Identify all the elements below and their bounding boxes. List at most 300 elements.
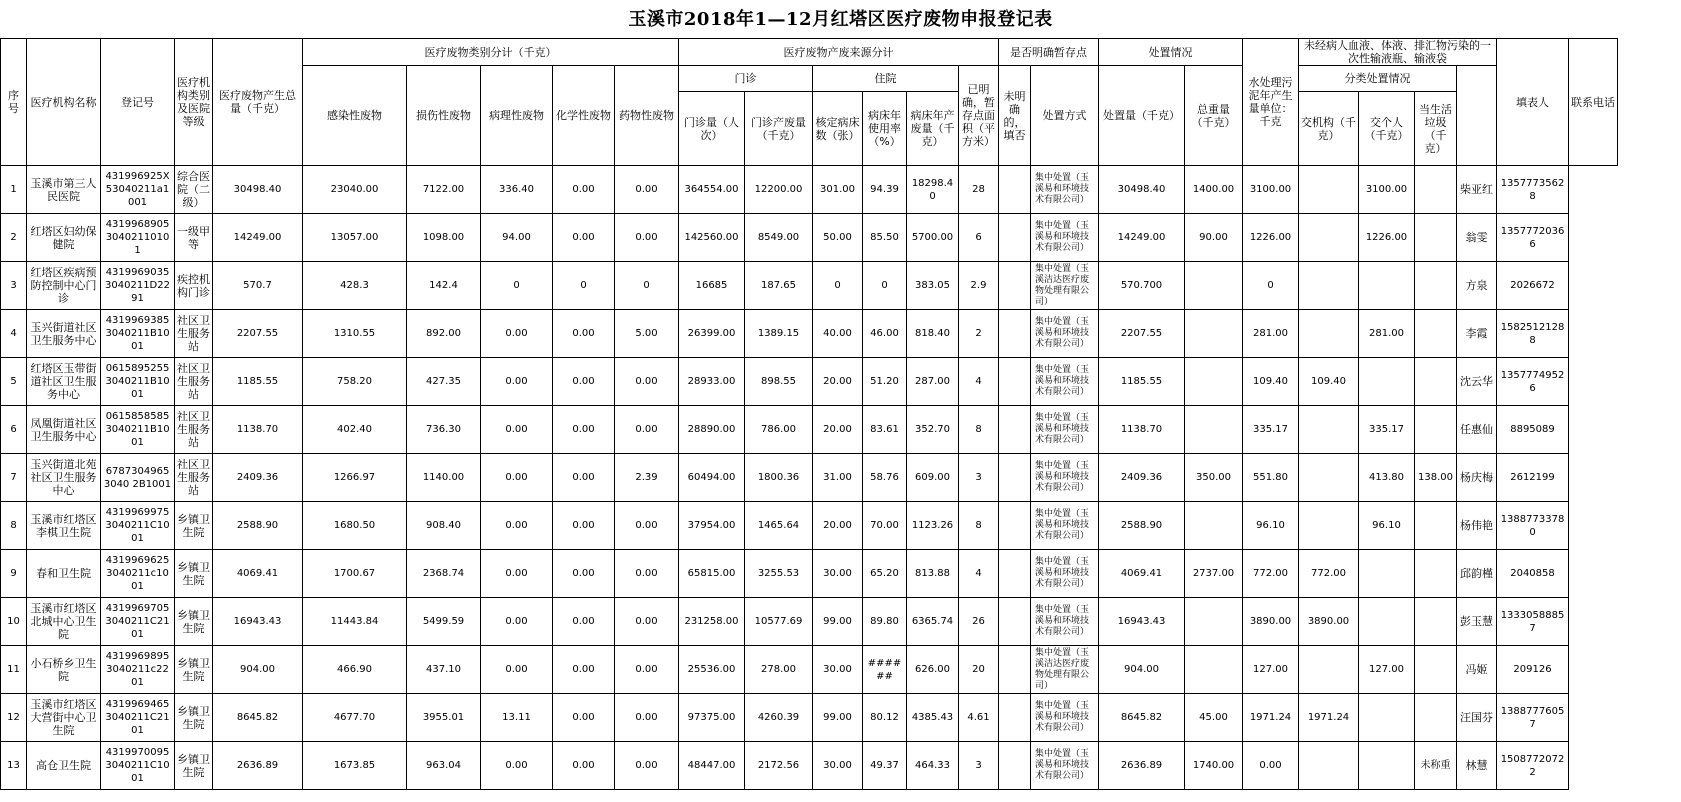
cell-op-waste[interactable]: 786.00 (745, 406, 813, 454)
cell-name[interactable]: 红塔区疾病预防控制中心门诊 (27, 262, 101, 310)
cell-phone[interactable]: 15087720722 (1497, 742, 1569, 790)
cell-storage-yes[interactable]: 6 (959, 214, 999, 262)
cell-patho[interactable]: 13.11 (481, 694, 553, 742)
cell-op-visits[interactable]: 364554.00 (679, 166, 745, 214)
cell-water[interactable] (1185, 310, 1243, 358)
cell-bed-waste[interactable]: 626.00 (907, 646, 959, 694)
cell-type[interactable]: 乡镇卫生院 (175, 550, 213, 598)
cell-storage-no[interactable] (999, 742, 1031, 790)
cell-bed-waste[interactable]: 287.00 (907, 358, 959, 406)
cell-patho[interactable]: 0.00 (481, 310, 553, 358)
cell-chem[interactable]: 0.00 (553, 310, 615, 358)
cell-patho[interactable]: 0.00 (481, 646, 553, 694)
cell-seq[interactable]: 9 (1, 550, 27, 598)
cell-beds[interactable]: 301.00 (813, 166, 863, 214)
cell-filler[interactable]: 李霞 (1457, 310, 1497, 358)
cell-as-garbage[interactable] (1415, 646, 1457, 694)
cell-method[interactable]: 集中处置（玉溪易和环境技术有限公司） (1031, 214, 1099, 262)
cell-seq[interactable]: 12 (1, 694, 27, 742)
cell-patho[interactable]: 0.00 (481, 454, 553, 502)
cell-chem[interactable]: 0.00 (553, 358, 615, 406)
cell-storage-yes[interactable]: 4 (959, 358, 999, 406)
cell-blood-total[interactable]: 3890.00 (1243, 598, 1299, 646)
cell-storage-yes[interactable]: 8 (959, 502, 999, 550)
cell-op-visits[interactable]: 97375.00 (679, 694, 745, 742)
cell-to-org[interactable]: 1971.24 (1299, 694, 1359, 742)
cell-amount[interactable]: 8645.82 (1099, 694, 1185, 742)
cell-op-waste[interactable]: 10577.69 (745, 598, 813, 646)
cell-drug[interactable]: 0 (615, 262, 679, 310)
cell-water[interactable]: 350.00 (1185, 454, 1243, 502)
cell-infect[interactable]: 758.20 (303, 358, 407, 406)
cell-chem[interactable]: 0.00 (553, 742, 615, 790)
cell-chem[interactable]: 0.00 (553, 214, 615, 262)
cell-storage-no[interactable] (999, 406, 1031, 454)
cell-usage[interactable]: 58.76 (863, 454, 907, 502)
cell-name[interactable]: 玉溪市第三人民医院 (27, 166, 101, 214)
cell-reg[interactable]: 431996890530402110101 (101, 214, 175, 262)
cell-bed-waste[interactable]: 818.40 (907, 310, 959, 358)
cell-method[interactable]: 集中处置（玉溪易和环境技术有限公司） (1031, 598, 1099, 646)
cell-to-org[interactable] (1299, 742, 1359, 790)
cell-name[interactable]: 玉兴街道北苑社区卫生服务中心 (27, 454, 101, 502)
cell-seq[interactable]: 4 (1, 310, 27, 358)
cell-as-garbage[interactable] (1415, 502, 1457, 550)
cell-storage-yes[interactable]: 2 (959, 310, 999, 358)
cell-patho[interactable]: 0.00 (481, 502, 553, 550)
cell-usage[interactable]: ###### (863, 646, 907, 694)
cell-water[interactable]: 90.00 (1185, 214, 1243, 262)
cell-filler[interactable]: 任惠仙 (1457, 406, 1497, 454)
cell-method[interactable]: 集中处置（玉溪易和环境技术有限公司） (1031, 502, 1099, 550)
cell-filler[interactable]: 邱韵槿 (1457, 550, 1497, 598)
cell-beds[interactable]: 30.00 (813, 742, 863, 790)
cell-total[interactable]: 1138.70 (213, 406, 303, 454)
cell-filler[interactable]: 冯姬 (1457, 646, 1497, 694)
cell-storage-yes[interactable]: 3 (959, 742, 999, 790)
cell-total[interactable]: 570.7 (213, 262, 303, 310)
cell-drug[interactable]: 0.00 (615, 214, 679, 262)
cell-phone[interactable]: 13577720366 (1497, 214, 1569, 262)
cell-filler[interactable]: 汪国芬 (1457, 694, 1497, 742)
cell-phone[interactable]: 2026672 (1497, 262, 1569, 310)
cell-to-org[interactable] (1299, 502, 1359, 550)
cell-usage[interactable]: 80.12 (863, 694, 907, 742)
cell-patho[interactable]: 0.00 (481, 598, 553, 646)
cell-usage[interactable]: 89.80 (863, 598, 907, 646)
cell-name[interactable]: 小石桥乡卫生院 (27, 646, 101, 694)
cell-drug[interactable]: 0.00 (615, 694, 679, 742)
cell-name[interactable]: 玉溪市红塔区北城中心卫生院 (27, 598, 101, 646)
cell-reg[interactable]: 06158585853040211B1001 (101, 406, 175, 454)
cell-seq[interactable]: 8 (1, 502, 27, 550)
cell-blood-total[interactable]: 281.00 (1243, 310, 1299, 358)
cell-storage-yes[interactable]: 20 (959, 646, 999, 694)
cell-as-garbage[interactable] (1415, 550, 1457, 598)
cell-op-waste[interactable]: 2172.56 (745, 742, 813, 790)
cell-chem[interactable]: 0.00 (553, 694, 615, 742)
cell-reg[interactable]: 06158952553040211B1001 (101, 358, 175, 406)
cell-type[interactable]: 社区卫生服务站 (175, 454, 213, 502)
cell-storage-yes[interactable]: 28 (959, 166, 999, 214)
cell-blood-total[interactable]: 96.10 (1243, 502, 1299, 550)
cell-op-visits[interactable]: 16685 (679, 262, 745, 310)
cell-filler[interactable]: 林慧 (1457, 742, 1497, 790)
cell-method[interactable]: 集中处置（玉溪易和环境技术有限公司） (1031, 406, 1099, 454)
cell-damage[interactable]: 736.30 (407, 406, 481, 454)
cell-drug[interactable]: 2.39 (615, 454, 679, 502)
cell-seq[interactable]: 2 (1, 214, 27, 262)
cell-storage-no[interactable] (999, 358, 1031, 406)
cell-blood-total[interactable]: 0.00 (1243, 742, 1299, 790)
cell-name[interactable]: 玉溪市红塔区大营街中心卫生院 (27, 694, 101, 742)
cell-infect[interactable]: 13057.00 (303, 214, 407, 262)
cell-filler[interactable]: 沈云华 (1457, 358, 1497, 406)
cell-usage[interactable]: 65.20 (863, 550, 907, 598)
cell-water[interactable] (1185, 646, 1243, 694)
cell-infect[interactable]: 1673.85 (303, 742, 407, 790)
cell-amount[interactable]: 30498.40 (1099, 166, 1185, 214)
cell-seq[interactable]: 1 (1, 166, 27, 214)
cell-op-visits[interactable]: 25536.00 (679, 646, 745, 694)
cell-to-org[interactable] (1299, 310, 1359, 358)
cell-as-garbage[interactable] (1415, 598, 1457, 646)
cell-seq[interactable]: 6 (1, 406, 27, 454)
cell-reg[interactable]: 67873049653040 2B1001 (101, 454, 175, 502)
cell-storage-no[interactable] (999, 550, 1031, 598)
cell-chem[interactable]: 0.00 (553, 166, 615, 214)
cell-water[interactable]: 45.00 (1185, 694, 1243, 742)
cell-amount[interactable]: 4069.41 (1099, 550, 1185, 598)
cell-blood-total[interactable]: 109.40 (1243, 358, 1299, 406)
cell-damage[interactable]: 3955.01 (407, 694, 481, 742)
cell-op-waste[interactable]: 1465.64 (745, 502, 813, 550)
cell-type[interactable]: 社区卫生服务站 (175, 406, 213, 454)
cell-water[interactable] (1185, 358, 1243, 406)
cell-type[interactable]: 一级甲等 (175, 214, 213, 262)
cell-to-org[interactable]: 772.00 (1299, 550, 1359, 598)
cell-patho[interactable]: 0.00 (481, 358, 553, 406)
cell-filler[interactable]: 柴亚红 (1457, 166, 1497, 214)
cell-to-person[interactable] (1359, 550, 1415, 598)
cell-to-person[interactable]: 96.10 (1359, 502, 1415, 550)
cell-method[interactable]: 集中处置（玉溪易和环境技术有限公司） (1031, 166, 1099, 214)
cell-storage-no[interactable] (999, 166, 1031, 214)
cell-beds[interactable]: 31.00 (813, 454, 863, 502)
cell-usage[interactable]: 85.50 (863, 214, 907, 262)
cell-phone[interactable]: 13577749526 (1497, 358, 1569, 406)
cell-method[interactable]: 集中处置（玉溪洁达医疗废物处理有限公司） (1031, 646, 1099, 694)
cell-damage[interactable]: 1098.00 (407, 214, 481, 262)
cell-op-waste[interactable]: 1800.36 (745, 454, 813, 502)
cell-to-org[interactable] (1299, 646, 1359, 694)
cell-amount[interactable]: 2588.90 (1099, 502, 1185, 550)
cell-usage[interactable]: 83.61 (863, 406, 907, 454)
cell-chem[interactable]: 0.00 (553, 550, 615, 598)
cell-phone[interactable]: 13887733780 (1497, 502, 1569, 550)
cell-op-visits[interactable]: 26399.00 (679, 310, 745, 358)
cell-seq[interactable]: 10 (1, 598, 27, 646)
cell-amount[interactable]: 1185.55 (1099, 358, 1185, 406)
cell-op-visits[interactable]: 231258.00 (679, 598, 745, 646)
cell-beds[interactable]: 40.00 (813, 310, 863, 358)
cell-to-org[interactable] (1299, 454, 1359, 502)
cell-as-garbage[interactable] (1415, 262, 1457, 310)
cell-infect[interactable]: 1680.50 (303, 502, 407, 550)
cell-bed-waste[interactable]: 18298.40 (907, 166, 959, 214)
cell-water[interactable]: 1740.00 (1185, 742, 1243, 790)
cell-op-visits[interactable]: 37954.00 (679, 502, 745, 550)
cell-amount[interactable]: 14249.00 (1099, 214, 1185, 262)
cell-to-org[interactable]: 109.40 (1299, 358, 1359, 406)
cell-phone[interactable]: 13330588857 (1497, 598, 1569, 646)
cell-infect[interactable]: 1266.97 (303, 454, 407, 502)
cell-filler[interactable]: 翁雯 (1457, 214, 1497, 262)
cell-as-garbage[interactable] (1415, 406, 1457, 454)
cell-op-waste[interactable]: 8549.00 (745, 214, 813, 262)
cell-op-waste[interactable]: 1389.15 (745, 310, 813, 358)
cell-infect[interactable]: 1310.55 (303, 310, 407, 358)
cell-beds[interactable]: 50.00 (813, 214, 863, 262)
cell-to-person[interactable] (1359, 262, 1415, 310)
cell-chem[interactable]: 0.00 (553, 646, 615, 694)
cell-storage-no[interactable] (999, 502, 1031, 550)
cell-chem[interactable]: 0.00 (553, 502, 615, 550)
cell-patho[interactable]: 0 (481, 262, 553, 310)
cell-usage[interactable]: 70.00 (863, 502, 907, 550)
cell-storage-no[interactable] (999, 262, 1031, 310)
cell-method[interactable]: 集中处置（玉溪洁达医疗废物处理有限公司） (1031, 262, 1099, 310)
cell-blood-total[interactable]: 551.80 (1243, 454, 1299, 502)
cell-usage[interactable]: 46.00 (863, 310, 907, 358)
cell-total[interactable]: 2588.90 (213, 502, 303, 550)
cell-storage-no[interactable] (999, 694, 1031, 742)
cell-damage[interactable]: 142.4 (407, 262, 481, 310)
cell-to-person[interactable]: 335.17 (1359, 406, 1415, 454)
cell-op-waste[interactable]: 898.55 (745, 358, 813, 406)
cell-method[interactable]: 集中处置（玉溪易和环境技术有限公司） (1031, 742, 1099, 790)
cell-water[interactable] (1185, 502, 1243, 550)
cell-storage-yes[interactable]: 8 (959, 406, 999, 454)
cell-to-person[interactable] (1359, 358, 1415, 406)
cell-amount[interactable]: 2636.89 (1099, 742, 1185, 790)
cell-damage[interactable]: 2368.74 (407, 550, 481, 598)
cell-amount[interactable]: 2207.55 (1099, 310, 1185, 358)
cell-to-person[interactable]: 127.00 (1359, 646, 1415, 694)
cell-infect[interactable]: 1700.67 (303, 550, 407, 598)
cell-infect[interactable]: 428.3 (303, 262, 407, 310)
cell-op-visits[interactable]: 48447.00 (679, 742, 745, 790)
cell-drug[interactable]: 5.00 (615, 310, 679, 358)
cell-water[interactable] (1185, 406, 1243, 454)
cell-as-garbage[interactable] (1415, 166, 1457, 214)
cell-op-waste[interactable]: 3255.53 (745, 550, 813, 598)
cell-usage[interactable]: 49.37 (863, 742, 907, 790)
cell-reg[interactable]: 431996925X53040211a1001 (101, 166, 175, 214)
cell-storage-yes[interactable]: 4 (959, 550, 999, 598)
cell-infect[interactable]: 23040.00 (303, 166, 407, 214)
cell-chem[interactable]: 0 (553, 262, 615, 310)
cell-to-person[interactable]: 281.00 (1359, 310, 1415, 358)
cell-to-org[interactable] (1299, 214, 1359, 262)
cell-amount[interactable]: 570.700 (1099, 262, 1185, 310)
cell-damage[interactable]: 908.40 (407, 502, 481, 550)
cell-amount[interactable]: 904.00 (1099, 646, 1185, 694)
cell-blood-total[interactable]: 772.00 (1243, 550, 1299, 598)
cell-bed-waste[interactable]: 383.05 (907, 262, 959, 310)
cell-total[interactable]: 8645.82 (213, 694, 303, 742)
cell-type[interactable]: 乡镇卫生院 (175, 598, 213, 646)
cell-amount[interactable]: 16943.43 (1099, 598, 1185, 646)
cell-blood-total[interactable]: 127.00 (1243, 646, 1299, 694)
cell-damage[interactable]: 427.35 (407, 358, 481, 406)
cell-infect[interactable]: 466.90 (303, 646, 407, 694)
cell-reg[interactable]: 43199700953040211C1001 (101, 742, 175, 790)
cell-to-person[interactable]: 1226.00 (1359, 214, 1415, 262)
cell-op-waste[interactable]: 4260.39 (745, 694, 813, 742)
cell-beds[interactable]: 30.00 (813, 550, 863, 598)
cell-drug[interactable]: 0.00 (615, 166, 679, 214)
cell-blood-total[interactable]: 335.17 (1243, 406, 1299, 454)
cell-filler[interactable]: 杨伟艳 (1457, 502, 1497, 550)
cell-water[interactable]: 2737.00 (1185, 550, 1243, 598)
cell-drug[interactable]: 0.00 (615, 646, 679, 694)
cell-total[interactable]: 30498.40 (213, 166, 303, 214)
cell-beds[interactable]: 20.00 (813, 502, 863, 550)
cell-bed-waste[interactable]: 5700.00 (907, 214, 959, 262)
cell-type[interactable]: 社区卫生服务站 (175, 358, 213, 406)
cell-patho[interactable]: 0.00 (481, 406, 553, 454)
cell-phone[interactable]: 209126 (1497, 646, 1569, 694)
cell-damage[interactable]: 1140.00 (407, 454, 481, 502)
cell-as-garbage[interactable] (1415, 214, 1457, 262)
cell-storage-yes[interactable]: 4.61 (959, 694, 999, 742)
cell-method[interactable]: 集中处置（玉溪易和环境技术有限公司） (1031, 310, 1099, 358)
cell-type[interactable]: 乡镇卫生院 (175, 502, 213, 550)
cell-blood-total[interactable]: 1226.00 (1243, 214, 1299, 262)
cell-name[interactable]: 凤凰街道社区卫生服务中心 (27, 406, 101, 454)
cell-bed-waste[interactable]: 4385.43 (907, 694, 959, 742)
cell-total[interactable]: 1185.55 (213, 358, 303, 406)
cell-storage-yes[interactable]: 2.9 (959, 262, 999, 310)
cell-reg[interactable]: 43199696253040211c1001 (101, 550, 175, 598)
cell-phone[interactable]: 8895089 (1497, 406, 1569, 454)
cell-patho[interactable]: 0.00 (481, 550, 553, 598)
cell-chem[interactable]: 0.00 (553, 598, 615, 646)
cell-storage-no[interactable] (999, 454, 1031, 502)
cell-storage-no[interactable] (999, 310, 1031, 358)
cell-water[interactable]: 1400.00 (1185, 166, 1243, 214)
cell-beds[interactable]: 20.00 (813, 406, 863, 454)
cell-usage[interactable]: 51.20 (863, 358, 907, 406)
cell-as-garbage[interactable]: 未称重 (1415, 742, 1457, 790)
cell-drug[interactable]: 0.00 (615, 550, 679, 598)
cell-name[interactable]: 高仓卫生院 (27, 742, 101, 790)
cell-phone[interactable]: 2040858 (1497, 550, 1569, 598)
cell-to-org[interactable] (1299, 406, 1359, 454)
cell-chem[interactable]: 0.00 (553, 454, 615, 502)
cell-patho[interactable]: 336.40 (481, 166, 553, 214)
cell-to-person[interactable] (1359, 598, 1415, 646)
cell-drug[interactable]: 0.00 (615, 598, 679, 646)
cell-drug[interactable]: 0.00 (615, 742, 679, 790)
cell-to-person[interactable] (1359, 742, 1415, 790)
cell-op-waste[interactable]: 187.65 (745, 262, 813, 310)
cell-total[interactable]: 2636.89 (213, 742, 303, 790)
cell-filler[interactable]: 杨庆梅 (1457, 454, 1497, 502)
cell-patho[interactable]: 0.00 (481, 742, 553, 790)
cell-damage[interactable]: 437.10 (407, 646, 481, 694)
cell-reg[interactable]: 43199694653040211C2101 (101, 694, 175, 742)
cell-op-waste[interactable]: 12200.00 (745, 166, 813, 214)
cell-total[interactable]: 14249.00 (213, 214, 303, 262)
cell-beds[interactable]: 30.00 (813, 646, 863, 694)
cell-seq[interactable]: 11 (1, 646, 27, 694)
cell-bed-waste[interactable]: 1123.26 (907, 502, 959, 550)
cell-phone[interactable]: 15825121288 (1497, 310, 1569, 358)
cell-op-visits[interactable]: 28890.00 (679, 406, 745, 454)
cell-beds[interactable]: 99.00 (813, 598, 863, 646)
cell-to-org[interactable] (1299, 262, 1359, 310)
cell-to-org[interactable]: 3890.00 (1299, 598, 1359, 646)
cell-total[interactable]: 16943.43 (213, 598, 303, 646)
cell-name[interactable]: 红塔区妇幼保健院 (27, 214, 101, 262)
cell-filler[interactable]: 方泉 (1457, 262, 1497, 310)
cell-phone[interactable]: 2612199 (1497, 454, 1569, 502)
cell-infect[interactable]: 402.40 (303, 406, 407, 454)
cell-op-waste[interactable]: 278.00 (745, 646, 813, 694)
cell-damage[interactable]: 5499.59 (407, 598, 481, 646)
cell-op-visits[interactable]: 65815.00 (679, 550, 745, 598)
cell-beds[interactable]: 0 (813, 262, 863, 310)
cell-damage[interactable]: 7122.00 (407, 166, 481, 214)
cell-seq[interactable]: 3 (1, 262, 27, 310)
cell-as-garbage[interactable] (1415, 310, 1457, 358)
cell-drug[interactable]: 0.00 (615, 358, 679, 406)
cell-bed-waste[interactable]: 352.70 (907, 406, 959, 454)
cell-infect[interactable]: 4677.70 (303, 694, 407, 742)
cell-as-garbage[interactable] (1415, 694, 1457, 742)
cell-method[interactable]: 集中处置（玉溪易和环境技术有限公司） (1031, 358, 1099, 406)
cell-storage-yes[interactable]: 3 (959, 454, 999, 502)
cell-bed-waste[interactable]: 464.33 (907, 742, 959, 790)
cell-op-visits[interactable]: 142560.00 (679, 214, 745, 262)
cell-method[interactable]: 集中处置（玉溪易和环境技术有限公司） (1031, 694, 1099, 742)
cell-usage[interactable]: 0 (863, 262, 907, 310)
cell-phone[interactable]: 13887776057 (1497, 694, 1569, 742)
cell-damage[interactable]: 892.00 (407, 310, 481, 358)
cell-op-visits[interactable]: 28933.00 (679, 358, 745, 406)
cell-beds[interactable]: 99.00 (813, 694, 863, 742)
cell-storage-no[interactable] (999, 598, 1031, 646)
cell-name[interactable]: 红塔区玉带街道社区卫生服务中心 (27, 358, 101, 406)
cell-name[interactable]: 玉溪市红塔区李棋卫生院 (27, 502, 101, 550)
cell-drug[interactable]: 0.00 (615, 502, 679, 550)
cell-type[interactable]: 乡镇卫生院 (175, 742, 213, 790)
cell-seq[interactable]: 5 (1, 358, 27, 406)
cell-to-org[interactable] (1299, 166, 1359, 214)
cell-chem[interactable]: 0.00 (553, 406, 615, 454)
cell-method[interactable]: 集中处置（玉溪易和环境技术有限公司） (1031, 550, 1099, 598)
cell-name[interactable]: 玉兴街道社区卫生服务中心 (27, 310, 101, 358)
cell-method[interactable]: 集中处置（玉溪易和环境技术有限公司） (1031, 454, 1099, 502)
cell-blood-total[interactable]: 3100.00 (1243, 166, 1299, 214)
cell-water[interactable] (1185, 598, 1243, 646)
cell-seq[interactable]: 13 (1, 742, 27, 790)
cell-patho[interactable]: 94.00 (481, 214, 553, 262)
cell-to-person[interactable]: 413.80 (1359, 454, 1415, 502)
cell-drug[interactable]: 0.00 (615, 406, 679, 454)
